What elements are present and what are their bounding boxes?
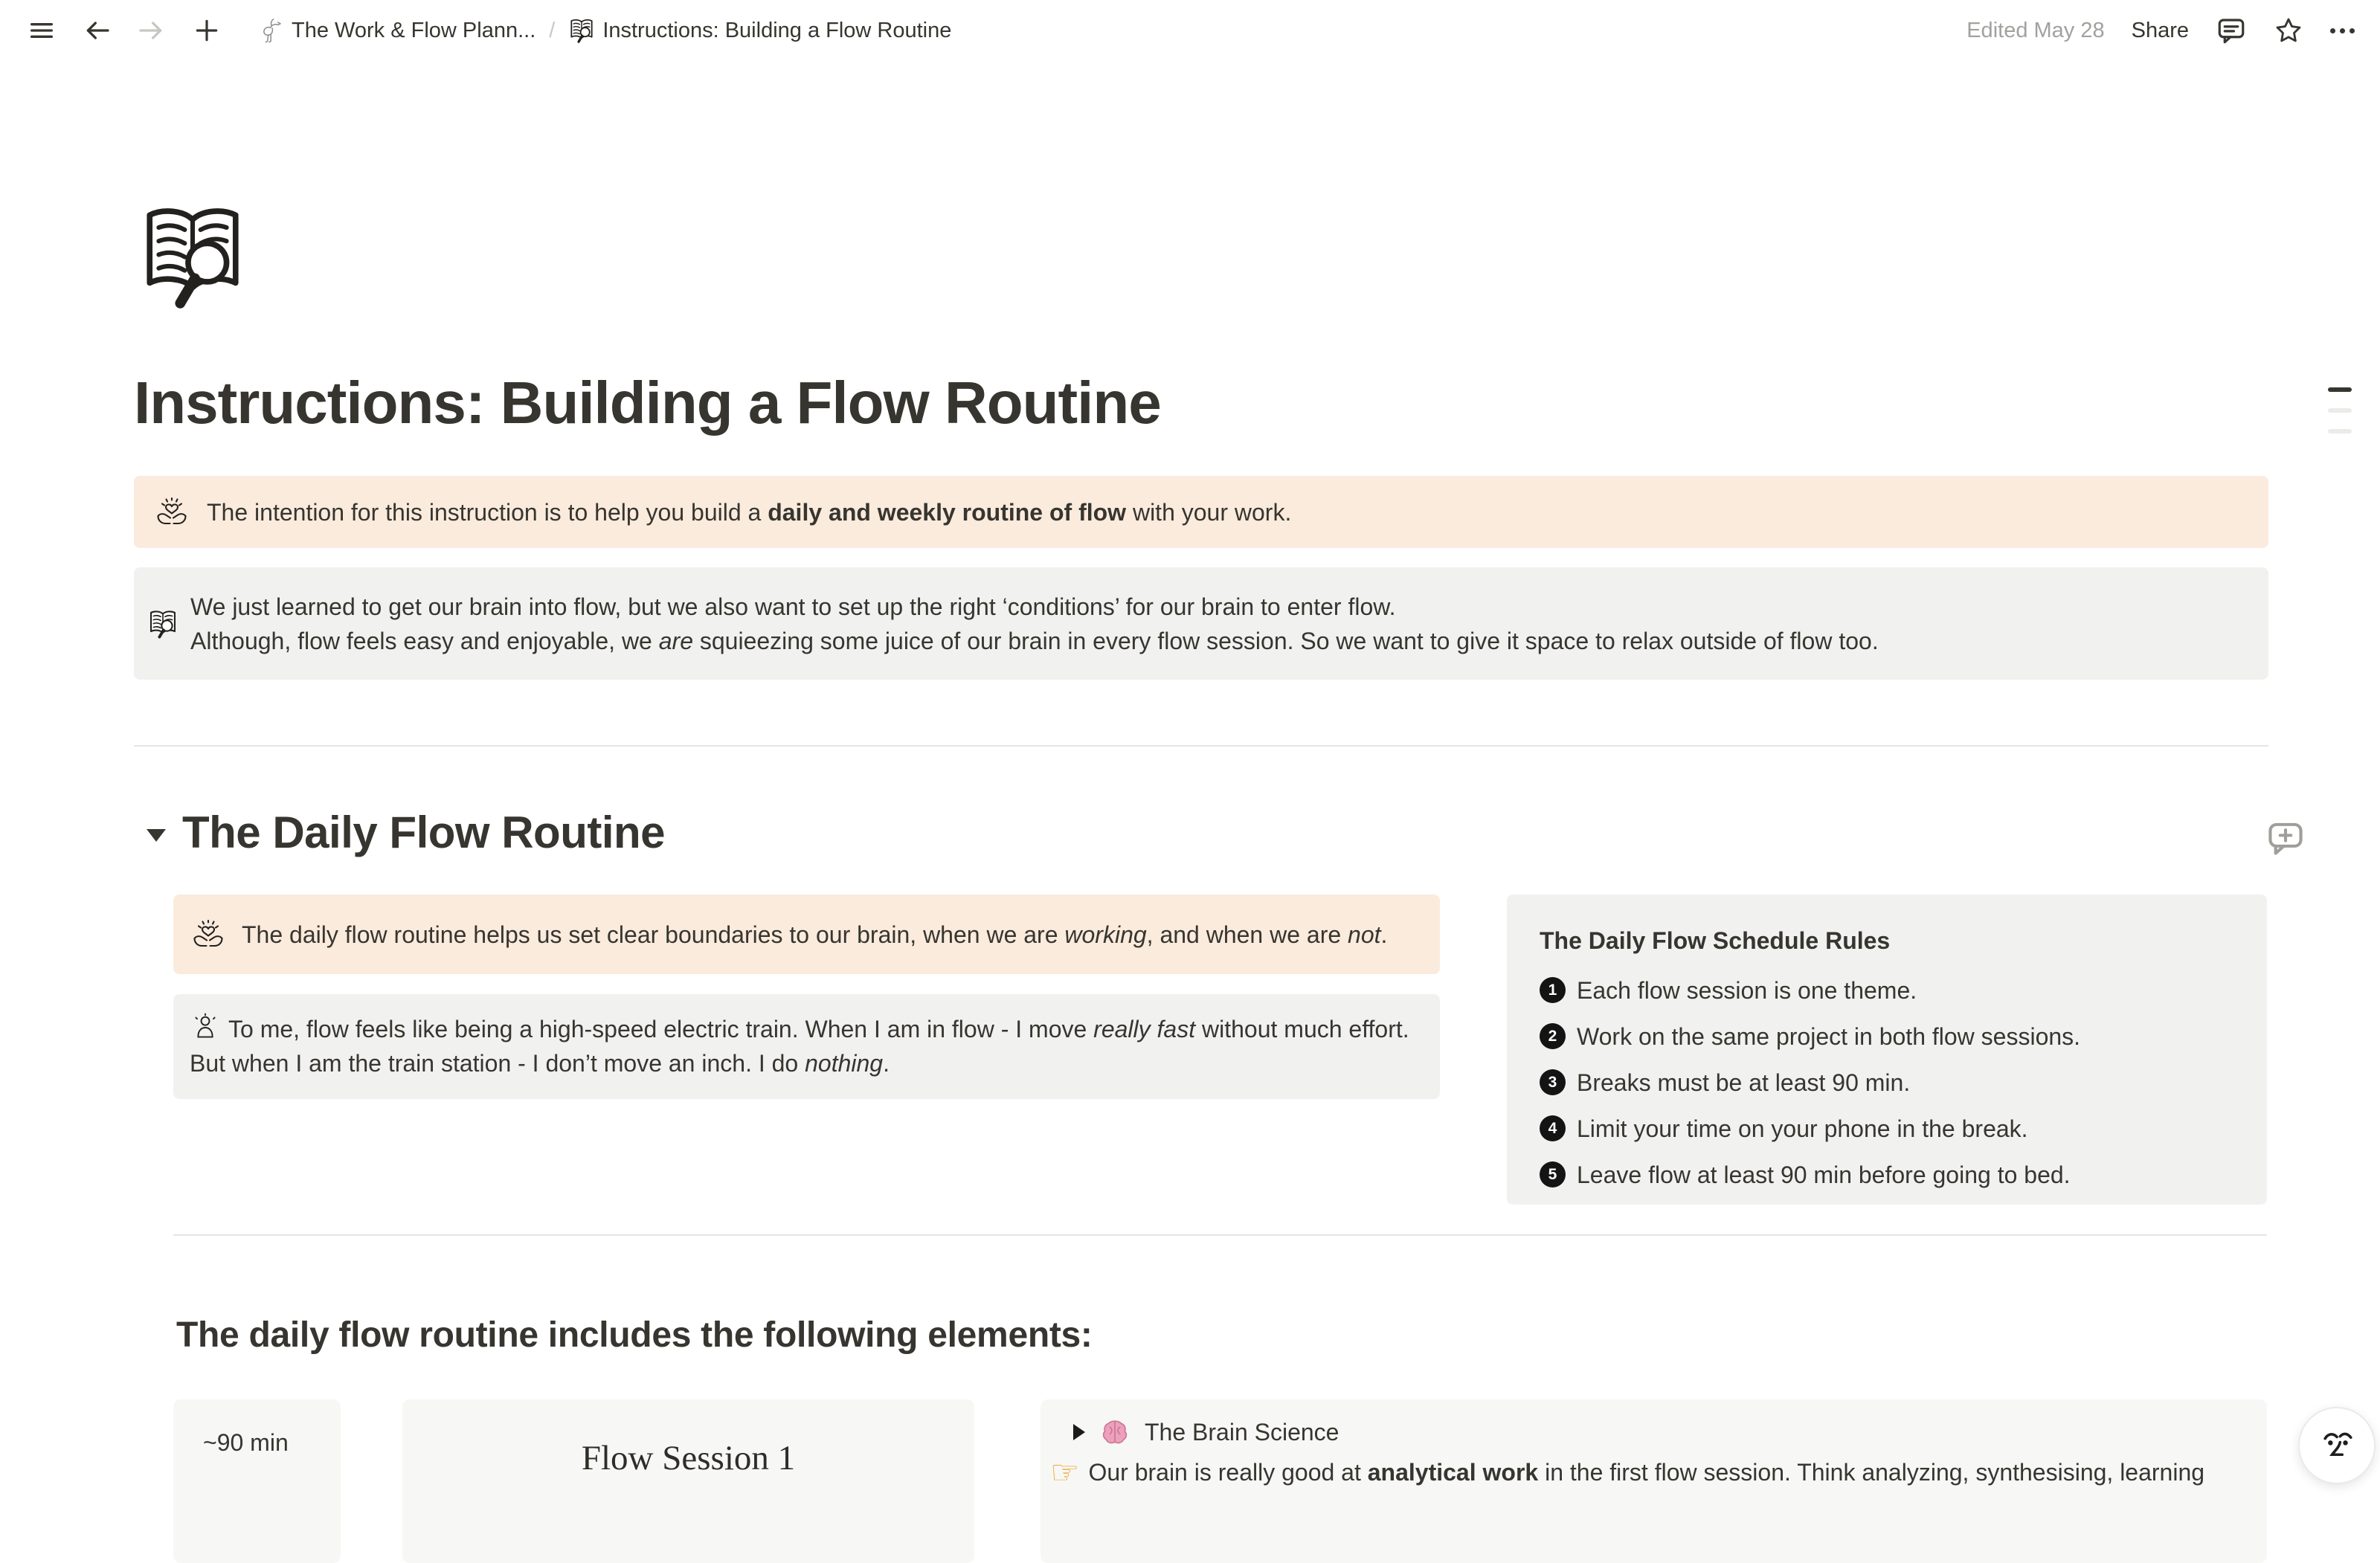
breadcrumb-page[interactable]: [568, 17, 951, 44]
brain-icon: [1100, 1417, 1130, 1447]
breadcrumb-separator: /: [549, 18, 556, 42]
flow-session-title: Flow Session 1: [581, 1439, 796, 1477]
new-page-icon[interactable]: [190, 14, 223, 47]
page-icon-book-magnifier[interactable]: [136, 199, 249, 312]
toggle-right-triangle-icon[interactable]: [1073, 1424, 1085, 1440]
callout-train: [173, 994, 1440, 1099]
breadcrumb-workspace[interactable]: [256, 16, 536, 45]
edited-timestamp: Edited May 28: [1966, 18, 2105, 42]
toggle-triangle-icon[interactable]: [147, 829, 166, 842]
callout-train-text: To me, flow feels like being a high-speed electric train. When I am in flow - I move really fast without much effort. But when I am the train station - I don’t move an inch. I do nothing.: [190, 1016, 1409, 1077]
top-bar: [0, 0, 2380, 61]
sidebar-menu-icon[interactable]: [25, 14, 58, 47]
flow-session-box: [402, 1399, 974, 1563]
comments-icon[interactable]: [2216, 15, 2247, 46]
duration-box: [173, 1399, 341, 1563]
person-icon: [190, 1012, 221, 1043]
list-item: 5 Leave flow at least 90 min before going to bed.: [1540, 1161, 2234, 1187]
page-book-icon: [568, 17, 595, 44]
callout-boundaries: [173, 895, 1440, 974]
callout-learned-text: We just learned to get our brain into flow, but we also want to set up the right ‘conditions’ for our brain to enter flow. Although, flow feels easy and enjoyable, we are squieezing some juice of our brain in every flow session. So we want to give it space to relax outside of flow too.: [190, 593, 1879, 654]
number-badge: 3: [1540, 1069, 1566, 1095]
breadcrumb: [256, 16, 951, 45]
elements-heading: The daily flow routine includes the following elements:: [176, 1315, 1093, 1355]
forward-arrow-icon: [135, 14, 168, 47]
number-badge: 5: [1540, 1161, 1566, 1187]
ai-face-icon: [2310, 1419, 2364, 1472]
callout-learned: [134, 567, 2268, 680]
breadcrumb-workspace-label: The Work & Flow Plann...: [292, 18, 536, 42]
hands-heart-icon: [153, 494, 190, 531]
share-button[interactable]: Share: [2131, 18, 2189, 42]
back-arrow-icon[interactable]: [80, 14, 113, 47]
more-options-icon[interactable]: [2330, 28, 2355, 33]
star-icon[interactable]: [2274, 16, 2303, 45]
notion-ai-button[interactable]: [2298, 1407, 2376, 1484]
brain-science-toggle[interactable]: [1073, 1417, 2267, 1447]
duration-label: ~90 min: [203, 1429, 289, 1456]
workspace-crane-icon: [256, 16, 284, 45]
pointing-hand-icon: ☞: [1050, 1453, 1080, 1492]
book-magnifier-icon: [147, 608, 178, 639]
table-of-contents-indicator[interactable]: [2328, 387, 2352, 434]
list-item: 3 Breaks must be at least 90 min.: [1540, 1069, 2234, 1095]
add-comment-icon[interactable]: [2264, 816, 2307, 860]
callout-boundaries-text: The daily flow routine helps us set clear boundaries to our brain, when we are working, and when we are not.: [242, 921, 1388, 948]
divider: [173, 1234, 2267, 1236]
divider: [134, 745, 2268, 747]
number-badge: 4: [1540, 1115, 1566, 1141]
number-badge: 1: [1540, 977, 1566, 1003]
list-item: 2 Work on the same project in both flow sessions.: [1540, 1023, 2234, 1049]
hands-heart-icon: [190, 916, 227, 953]
page-title: Instructions: Building a Flow Routine: [134, 370, 1161, 436]
breadcrumb-page-label: Instructions: Building a Flow Routine: [602, 18, 952, 42]
brain-toggle-label: The Brain Science: [1145, 1418, 1339, 1446]
brain-science-box: [1041, 1399, 2267, 1563]
list-item: 1 Each flow session is one theme.: [1540, 977, 2234, 1003]
rules-title: The Daily Flow Schedule Rules: [1540, 927, 1891, 954]
brain-note: ☞ Our brain is really good at analytical work in the first flow session. Think analyzing, synthesising, learning: [1050, 1453, 2205, 1492]
section-heading: The Daily Flow Routine: [182, 808, 666, 857]
number-badge: 2: [1540, 1023, 1566, 1049]
rules-box: [1507, 895, 2267, 1205]
callout-intention: [134, 476, 2268, 548]
list-item: 4 Limit your time on your phone in the break.: [1540, 1115, 2234, 1141]
section-left-column: [173, 895, 1440, 1099]
elements-row: [173, 1399, 2267, 1563]
callout-intention-text: The intention for this instruction is to help you build a daily and weekly routine of flow with your work.: [207, 498, 1292, 526]
